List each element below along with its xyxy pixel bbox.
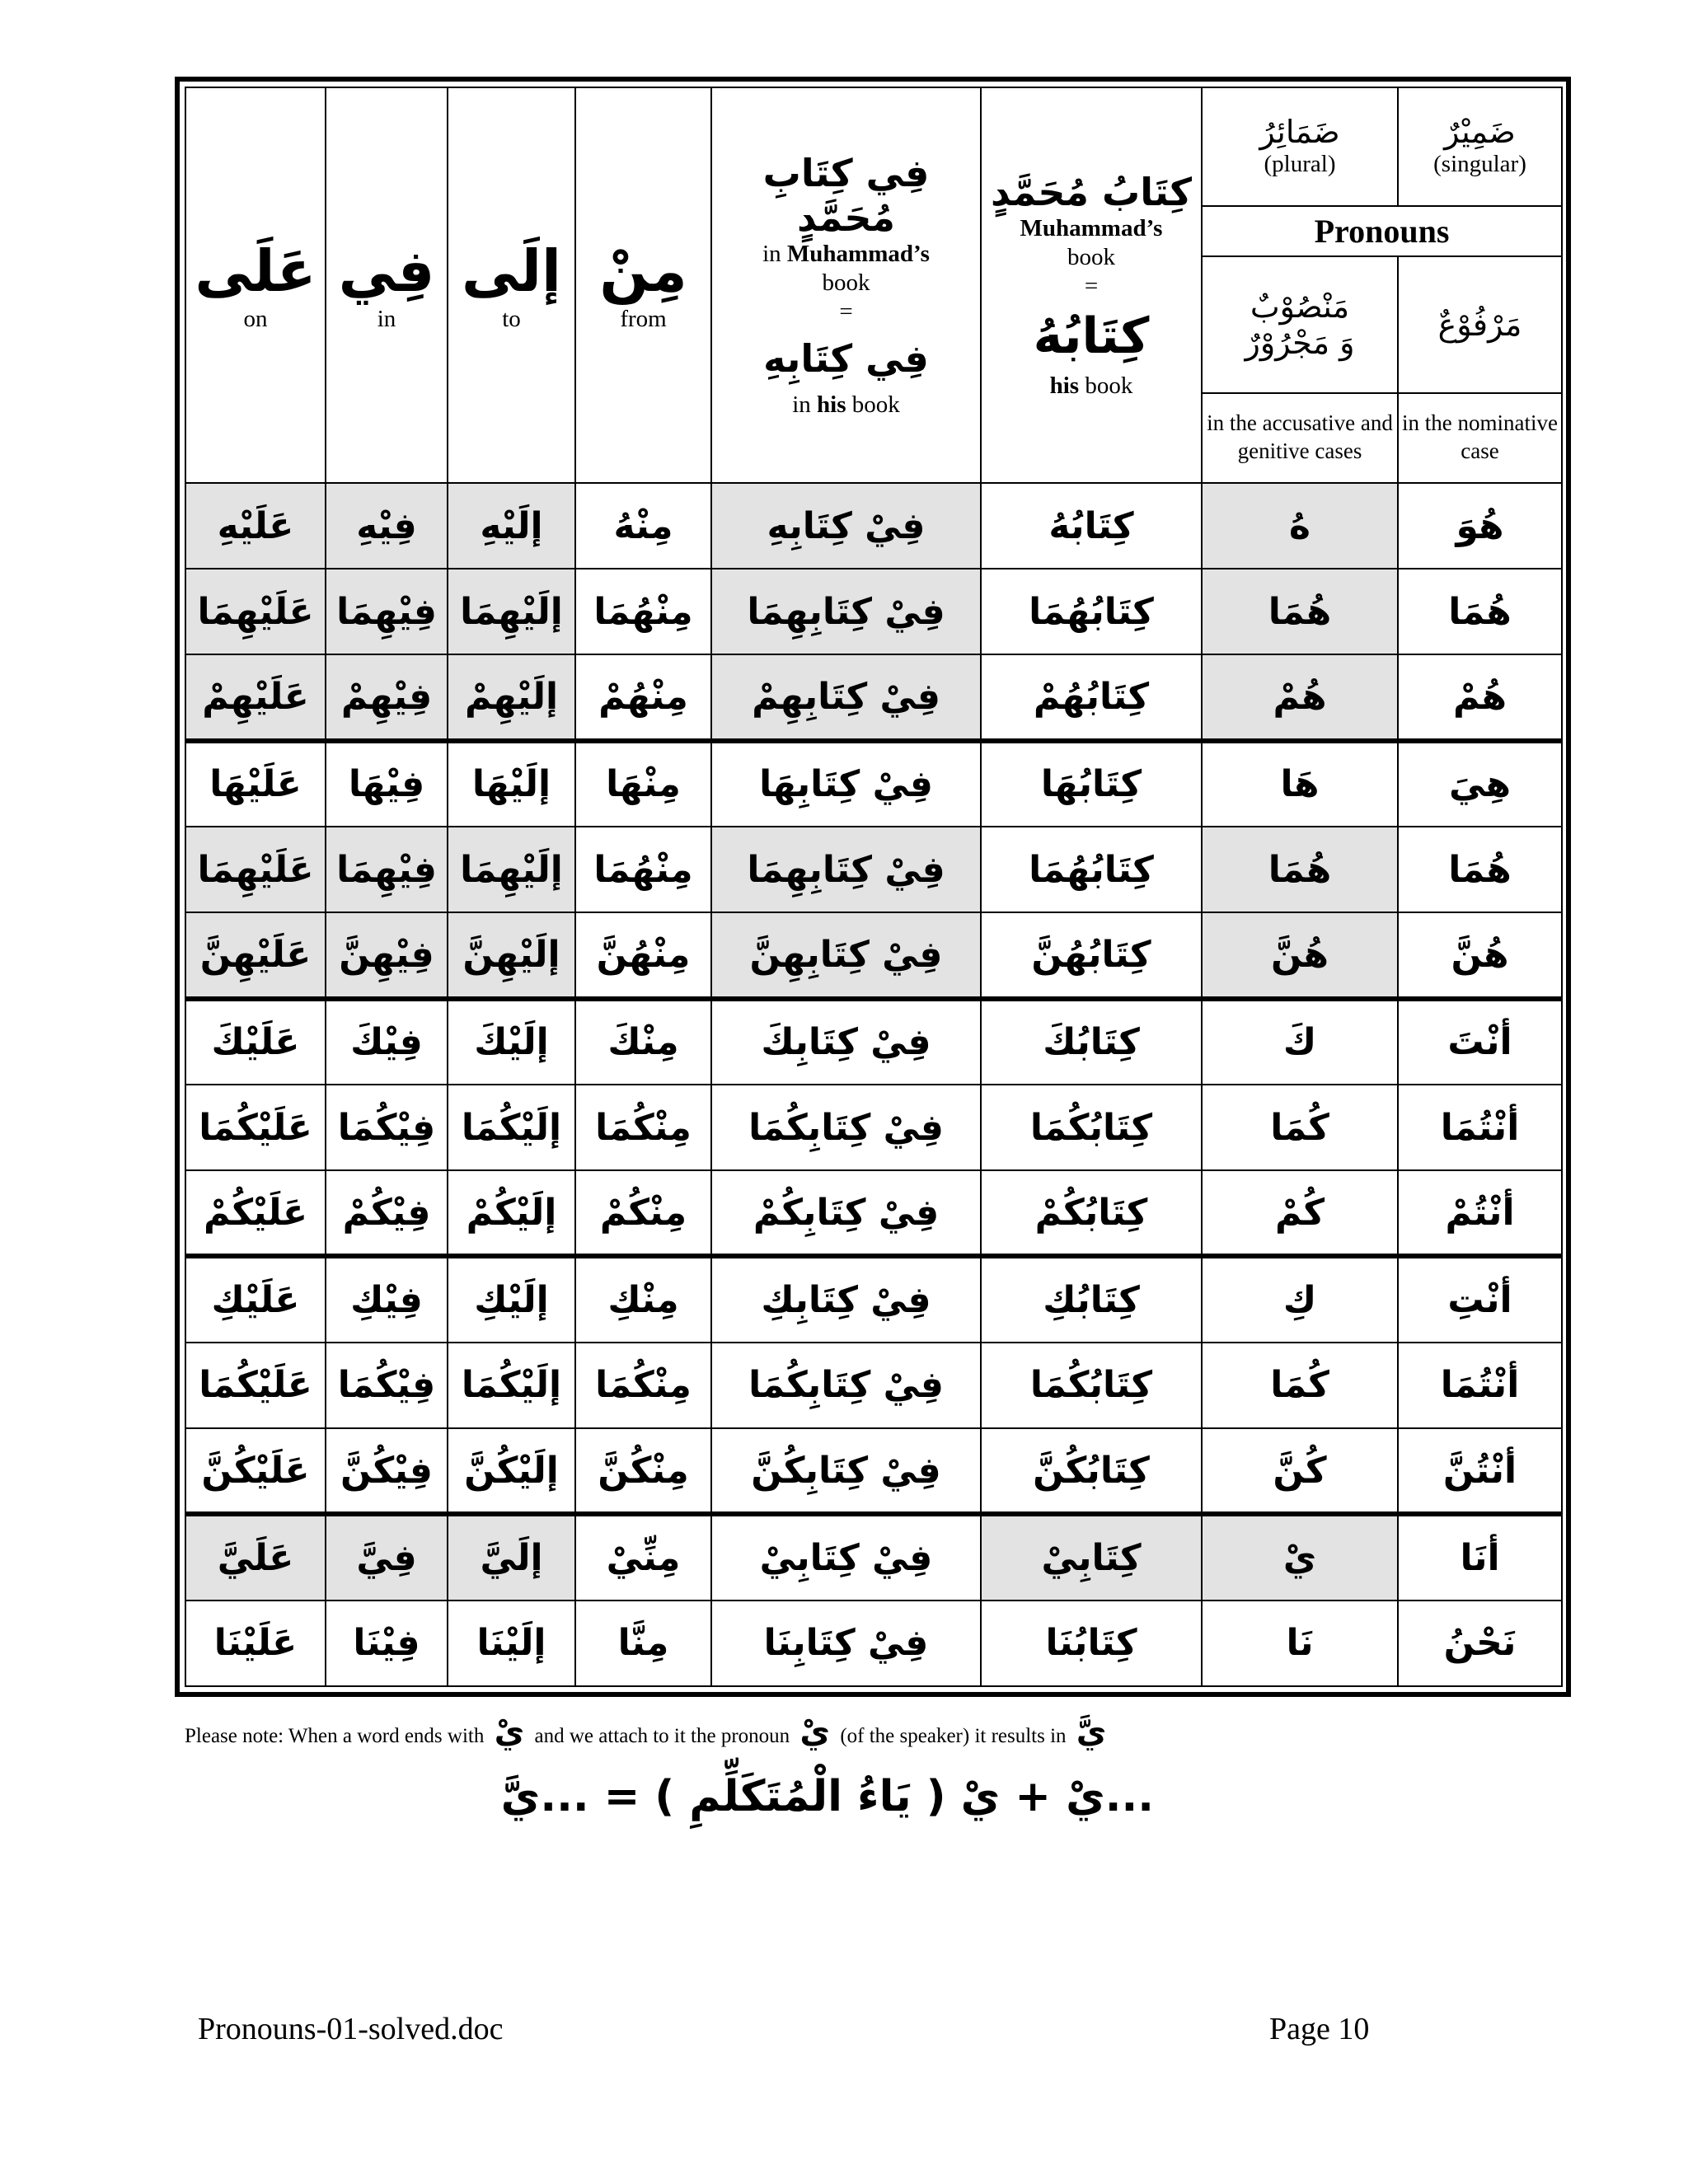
table-row (185, 569, 1562, 654)
cell-attached: كُنَّ (1202, 1428, 1398, 1514)
cell-kitab: كِتَابُهَا (981, 741, 1202, 827)
cell-attached: كُمْ (1202, 1170, 1398, 1256)
cell-min: مِنْهُمْ (575, 654, 711, 740)
cell-pronoun: هُنَّ (1398, 912, 1562, 998)
header-singular-ar: ضَمِيْرٌ (1444, 114, 1516, 151)
cell-min: مِنْكُنَّ (575, 1428, 711, 1514)
header-fi-kitab-en-bottom-pre: in (792, 391, 811, 418)
cell-fi: فِيْهِمَا (326, 569, 448, 654)
formula: ...يْ + يْ ( يَاءُ الْمُتَكَلِّمِ ) = ...يَّ (500, 1772, 1154, 1821)
cell-fikitab: فِيْ كِتَابِهِمْ (711, 654, 981, 740)
cell-fikitab: فِيْ كِتَابِكُمَا (711, 1085, 981, 1170)
table-row (185, 827, 1562, 912)
header-kitab-eq: = (1084, 272, 1099, 299)
cell-min: مِنَّا (575, 1601, 711, 1686)
note-part1: Please note: When a word ends with (185, 1725, 485, 1747)
cell-ala: عَلَيْكِ (185, 1256, 326, 1342)
header-marfu-ar: مَرْفُوْعٌ (1437, 306, 1522, 343)
cell-pronoun: أنْتِ (1398, 1256, 1562, 1342)
header-marfu-en: in the nominative case (1398, 393, 1562, 483)
cell-min: مِنْهُمَا (575, 827, 711, 912)
cell-kitab: كِتَابُكُمْ (981, 1170, 1202, 1256)
header-fi-kitab-en-bold: Muhammad’s (786, 241, 930, 268)
table-row (185, 999, 1562, 1085)
cell-ila: إلَيْكُمْ (448, 1170, 575, 1256)
cell-pronoun: أنْتَ (1398, 999, 1562, 1085)
header-fi-kitab-en-bottom-post: book (851, 391, 900, 418)
header-ila-en: to (502, 305, 521, 332)
cell-attached: هُمْ (1202, 654, 1398, 740)
header-ila (448, 87, 575, 483)
cell-fikitab: فِيْ كِتَابِنَا (711, 1601, 981, 1686)
cell-attached: هُنَّ (1202, 912, 1398, 998)
cell-fikitab: فِيْ كِتَابِكُمْ (711, 1170, 981, 1256)
note-ar1: يْ (494, 1713, 525, 1750)
header-kitab-ar-top: كِتَابُ مُحَمَّدٍ (990, 170, 1193, 215)
cell-pronoun: أنْتُمَا (1398, 1343, 1562, 1428)
cell-min: مِنْكُمْ (575, 1170, 711, 1256)
cell-pronoun: أنْتُمْ (1398, 1170, 1562, 1256)
cell-ila: إلَيْهِ (448, 483, 575, 569)
cell-ila: إلَيْهِنَّ (448, 912, 575, 998)
cell-ila: إلَيْهَا (448, 741, 575, 827)
cell-ala: عَلَيْهِمْ (185, 654, 326, 740)
cell-fikitab: فِيْ كِتَابِهِنَّ (711, 912, 981, 998)
cell-fi: فِيْكَ (326, 999, 448, 1085)
cell-min: مِنْكُمَا (575, 1343, 711, 1428)
table-row (185, 741, 1562, 827)
footer-page-number: Page 10 (1269, 2012, 1370, 2046)
cell-fi: فِيْكُمَا (326, 1085, 448, 1170)
header-kitab (981, 87, 1202, 483)
cell-fi: فِيَّ (326, 1514, 448, 1600)
cell-fi: فِيْكُمْ (326, 1170, 448, 1256)
cell-min: مِنْكُمَا (575, 1085, 711, 1170)
cell-fikitab: فِيْ كِتَابِهَا (711, 741, 981, 827)
cell-fi: فِيْكُمَا (326, 1343, 448, 1428)
cell-ila: إلَيْكُمَا (448, 1343, 575, 1428)
note-ar2: يْ (799, 1713, 831, 1750)
table-row (185, 1085, 1562, 1170)
cell-ala: عَلَيْكُمَا (185, 1085, 326, 1170)
cell-ala: عَلَيْهِنَّ (185, 912, 326, 998)
header-plural-ar: ضَمَائِرُ (1259, 114, 1340, 151)
cell-fikitab: فِيْ كِتَابِهِمَا (711, 827, 981, 912)
header-fi-en: in (377, 305, 396, 332)
note-part2: and we attach to it the pronoun (534, 1725, 790, 1747)
cell-min: مِنِّيْ (575, 1514, 711, 1600)
table-row (185, 1256, 1562, 1342)
header-min-en: from (620, 305, 667, 332)
cell-attached: كِ (1202, 1256, 1398, 1342)
cell-kitab: كِتَابِيْ (981, 1514, 1202, 1600)
cell-pronoun: أنْتُمَا (1398, 1085, 1562, 1170)
cell-kitab: كِتَابُهُمْ (981, 654, 1202, 740)
cell-kitab: كِتَابُنَا (981, 1601, 1202, 1686)
cell-pronoun: هُمَا (1398, 827, 1562, 912)
header-fi-kitab-en-bottom-bold: his (817, 391, 846, 418)
header-singular (1398, 87, 1562, 206)
header-kitab-ar-bottom: كِتَابُهُ (1033, 307, 1150, 365)
table-row (185, 483, 1562, 569)
header-kitab-en-bold: Muhammad’s (1020, 215, 1163, 242)
header-kitab-en-bottom-post: book (1085, 372, 1133, 399)
cell-ala: عَلَيْهِمَا (185, 569, 326, 654)
header-ala-en: on (243, 305, 268, 332)
cell-fikitab: فِيْ كِتَابِهِ (711, 483, 981, 569)
cell-fi: فِيْهِمْ (326, 654, 448, 740)
cell-ala: عَلَيْهَا (185, 741, 326, 827)
header-fi (326, 87, 448, 483)
note-part3: (of the speaker) it results in (840, 1725, 1067, 1747)
table-row (185, 912, 1562, 998)
header-mansub (1202, 256, 1398, 393)
cell-kitab: كِتَابُهُمَا (981, 569, 1202, 654)
cell-attached: هَا (1202, 741, 1398, 827)
cell-fi: فِيْهِمَا (326, 827, 448, 912)
cell-ala: عَلَيْكَ (185, 999, 326, 1085)
cell-min: مِنْهَا (575, 741, 711, 827)
cell-ala: عَلَيْكُمْ (185, 1170, 326, 1256)
header-ala (185, 87, 326, 483)
cell-ila: إلَيْكُنَّ (448, 1428, 575, 1514)
cell-fikitab: فِيْ كِتَابِكُنَّ (711, 1428, 981, 1514)
cell-attached: كُمَا (1202, 1085, 1398, 1170)
cell-kitab: كِتَابُهُ (981, 483, 1202, 569)
cell-min: مِنْكِ (575, 1256, 711, 1342)
header-kitab-en-bottom-bold: his (1049, 372, 1080, 399)
cell-fi: فِيْهَا (326, 741, 448, 827)
cell-kitab: كِتَابُكُمَا (981, 1085, 1202, 1170)
table-row (185, 1601, 1562, 1686)
cell-attached: يْ (1202, 1514, 1398, 1600)
header-singular-en: (singular) (1433, 151, 1526, 178)
cell-pronoun: هُمْ (1398, 654, 1562, 740)
cell-ala: عَلَيْكُنَّ (185, 1428, 326, 1514)
header-marfu (1398, 256, 1562, 393)
cell-fi: فِيْكُنَّ (326, 1428, 448, 1514)
cell-ila: إلَيْكِ (448, 1256, 575, 1342)
header-fi-kitab-ar-top: فِي كِتَابِ مُحَمَّدٍ (762, 151, 930, 241)
cell-kitab: كِتَابُهُمَا (981, 827, 1202, 912)
cell-pronoun: أنْتُنَّ (1398, 1428, 1562, 1514)
header-min-ar: مِنْ (599, 237, 687, 305)
cell-attached: نَا (1202, 1601, 1398, 1686)
cell-ala: عَلَيْهِ (185, 483, 326, 569)
note (185, 1713, 1111, 1750)
header-ala-ar: عَلَى (195, 237, 316, 305)
cell-fi: فِيْكِ (326, 1256, 448, 1342)
cell-pronoun: هِيَ (1398, 741, 1562, 827)
cell-ala: عَلَيَّ (185, 1514, 326, 1600)
cell-kitab: كِتَابُكَ (981, 999, 1202, 1085)
pronouns-title: Pronouns (1202, 206, 1562, 256)
pronoun-table-frame (175, 77, 1571, 1697)
table-row (185, 1343, 1562, 1428)
header-plural-en: (plural) (1264, 151, 1336, 178)
cell-pronoun: هُمَا (1398, 569, 1562, 654)
pronoun-table (185, 87, 1563, 1687)
header-min (575, 87, 711, 483)
cell-ila: إلَيْهِمَا (448, 569, 575, 654)
cell-attached: هُمَا (1202, 569, 1398, 654)
cell-kitab: كِتَابُكُنَّ (981, 1428, 1202, 1514)
cell-min: مِنْهُمَا (575, 569, 711, 654)
cell-attached: كَ (1202, 999, 1398, 1085)
note-ar3: يَّ (1076, 1713, 1107, 1750)
cell-ala: عَلَيْنَا (185, 1601, 326, 1686)
cell-ila: إلَيْنَا (448, 1601, 575, 1686)
header-mansub-ar1: مَنْصُوْبٌ (1250, 288, 1350, 325)
table-row (185, 1170, 1562, 1256)
header-fi-kitab (711, 87, 981, 483)
cell-fi: فِيْنَا (326, 1601, 448, 1686)
table-row (185, 1514, 1562, 1600)
header-fi-kitab-en-pre: in (762, 241, 781, 268)
cell-min: مِنْهُنَّ (575, 912, 711, 998)
header-fi-kitab-eq: = (839, 298, 853, 325)
cell-ala: عَلَيْهِمَا (185, 827, 326, 912)
table-row (185, 654, 1562, 740)
cell-ila: إلَيْهِمْ (448, 654, 575, 740)
cell-ala: عَلَيْكُمَا (185, 1343, 326, 1428)
cell-kitab: كِتَابُهُنَّ (981, 912, 1202, 998)
cell-fi: فِيْهِ (326, 483, 448, 569)
header-kitab-en-bottom (982, 372, 1201, 401)
cell-pronoun: نَحْنُ (1398, 1601, 1562, 1686)
cell-ila: إلَيْكُمَا (448, 1085, 575, 1170)
cell-attached: هُ (1202, 483, 1398, 569)
header-fi-kitab-en (712, 240, 980, 326)
cell-min: مِنْكَ (575, 999, 711, 1085)
cell-ila: إلَيْكَ (448, 999, 575, 1085)
header-ila-ar: إلَى (461, 237, 562, 305)
cell-fikitab: فِيْ كِتَابِكِ (711, 1256, 981, 1342)
header-fi-kitab-en-book: book (822, 269, 870, 297)
header-kitab-en-book: book (1067, 244, 1115, 271)
table-row (185, 1428, 1562, 1514)
cell-pronoun: أنَا (1398, 1514, 1562, 1600)
cell-attached: كُمَا (1202, 1343, 1398, 1428)
cell-kitab: كِتَابُكُمَا (981, 1343, 1202, 1428)
header-mansub-en: in the accusative and genitive cases (1202, 393, 1398, 483)
header-kitab-en (982, 214, 1201, 300)
header-fi-ar: فِي (338, 237, 435, 305)
pronoun-rows (185, 483, 1562, 1686)
cell-fikitab: فِيْ كِتَابِهِمَا (711, 569, 981, 654)
cell-attached: هُمَا (1202, 827, 1398, 912)
header-plural (1202, 87, 1398, 206)
header-mansub-ar2: وَ مَجْرُوْرٌ (1245, 324, 1355, 361)
header-fi-kitab-ar-bottom: فِي كِتَابِهِ (763, 335, 929, 381)
cell-fi: فِيْهِنَّ (326, 912, 448, 998)
cell-ila: إلَيْهِمَا (448, 827, 575, 912)
cell-fikitab: فِيْ كِتَابِكُمَا (711, 1343, 981, 1428)
cell-pronoun: هُوَ (1398, 483, 1562, 569)
header-fi-kitab-en-bottom (712, 391, 980, 419)
cell-min: مِنْهُ (575, 483, 711, 569)
cell-fikitab: فِيْ كِتَابِيْ (711, 1514, 981, 1600)
footer-filename: Pronouns-01-solved.doc (198, 2012, 504, 2046)
cell-kitab: كِتَابُكِ (981, 1256, 1202, 1342)
cell-fikitab: فِيْ كِتَابِكَ (711, 999, 981, 1085)
cell-ila: إلَيَّ (448, 1514, 575, 1600)
